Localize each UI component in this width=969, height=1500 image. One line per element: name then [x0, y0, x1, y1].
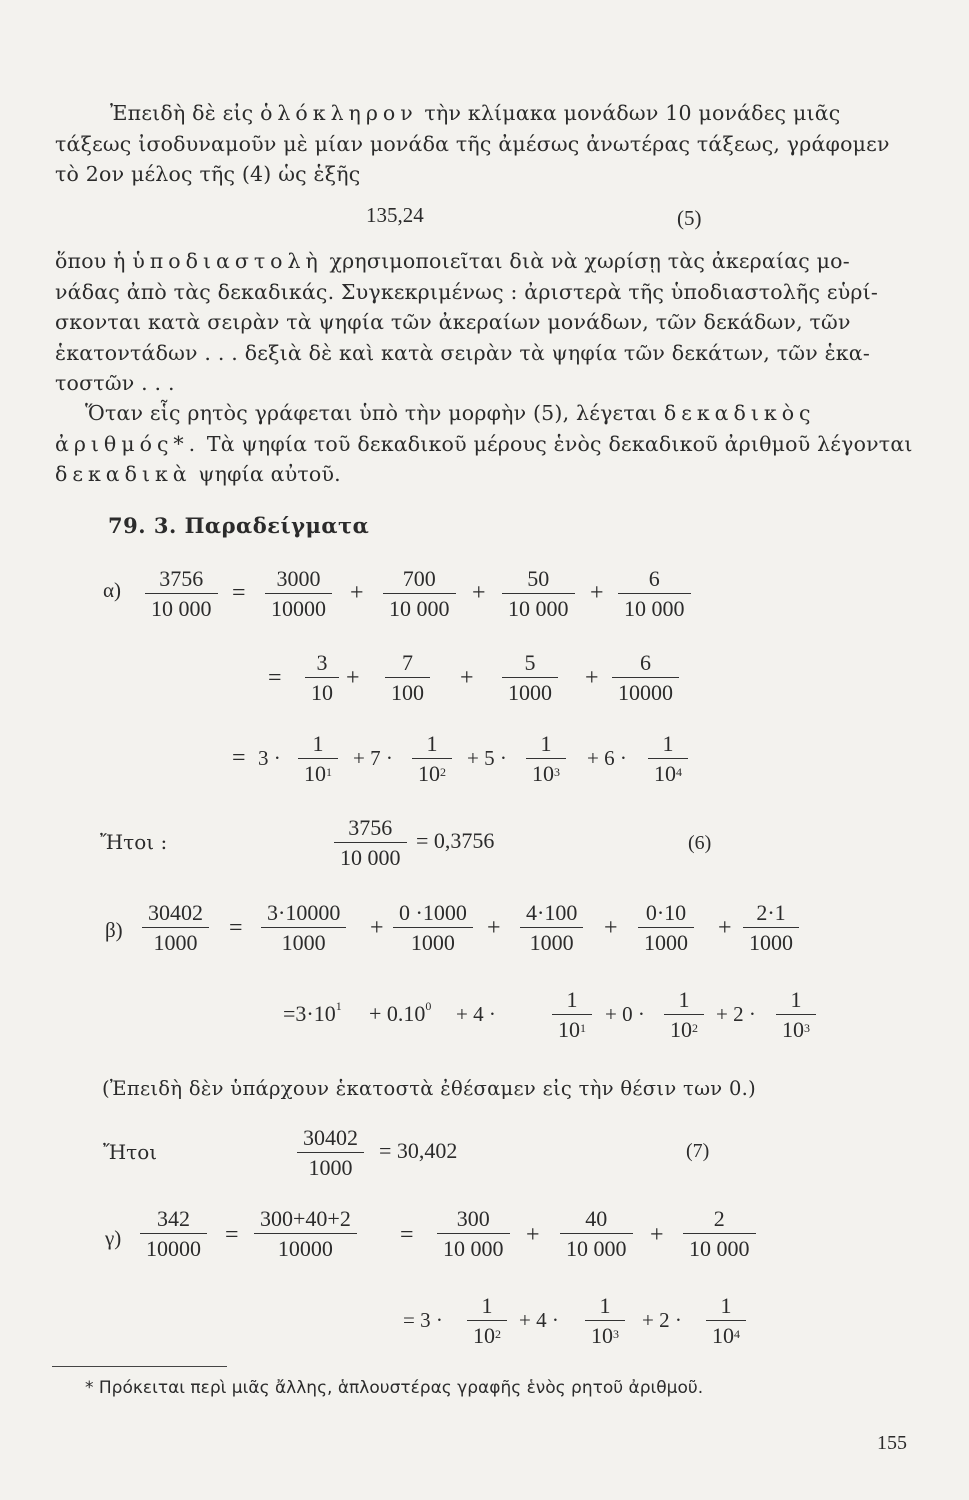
ex-b-r2-frac3: $\frac{1}{10^3}$ — [776, 987, 816, 1043]
ex-b-r1-frac5: $\frac{2\cdot 1}{1000}$ — [743, 900, 799, 956]
ex-b-r2-coef5: + 2 · — [716, 1002, 756, 1026]
ex-c-r1-eq1: = — [225, 1222, 239, 1248]
ex-c-r2-frac3: $\frac{1}{10^4}$ — [706, 1293, 746, 1349]
p3-spaced-term1: δεκαδικὸς — [663, 401, 816, 425]
ex-a-final-frac: $\frac{3756}{10 000}$ — [334, 815, 407, 871]
ex-b-r1-frac1: $\frac{3\cdot 10000}{1000}$ — [261, 900, 346, 956]
ex-a-r1-frac0: $\frac{3756}{10 000}$ — [145, 566, 218, 622]
ex-a-r2-frac3: $\frac{5}{1000}$ — [502, 650, 558, 706]
ex-c-r1-eq2: = — [400, 1222, 414, 1248]
ex-a-r3-frac2: $\frac{1}{10^2}$ — [412, 731, 452, 787]
ex-b-r1-eq: = — [229, 915, 243, 941]
p1-line2: τάξεως ἰσοδυναμοῦν μὲ μίαν μονάδα τῆς ἀμέσως ἀνωτέρας τάξεως, γράφομεν — [55, 131, 890, 156]
ex-b-r2-term2: + $0.10^0$ — [369, 999, 432, 1026]
ex-c-r1-frac4: $\frac{2}{10 000}$ — [683, 1206, 756, 1262]
ex-b-r1-plus4: + — [718, 915, 732, 941]
p1-line1a: Ἐπειδὴ δὲ εἰς — [110, 101, 254, 125]
p1-line1b: τὴν κλίμακα μονάδων 10 μονάδες μιᾶς — [424, 101, 841, 125]
paragraph-3 — [55, 398, 925, 490]
p1-line3: τὸ 2ον μέλος τῆς (4) ὡς ἑξῆς — [55, 162, 361, 186]
ex-a-r3-frac1: $\frac{1}{10^1}$ — [298, 731, 338, 787]
ex-b-final-frac: $\frac{30402}{1000}$ — [297, 1125, 364, 1181]
ex-c-r2-frac2: $\frac{1}{10^3}$ — [585, 1293, 625, 1349]
p2-line1a: ὅπου ἡ — [55, 249, 126, 273]
section-heading: 79. 3. Παραδείγματα — [108, 513, 370, 538]
ex-c-r1-frac1: $\frac{300+40+2}{10000}$ — [254, 1206, 357, 1262]
ex-a-r2-frac4: $\frac{6}{10000}$ — [612, 650, 679, 706]
ex-b-r2-coef3: + 4 · — [456, 1002, 496, 1026]
p3-line2b: Τὰ ψηφία τοῦ δεκαδικοῦ μέρους ἑνὸς δεκαδικοῦ ἀριθμοῦ λέγονται — [206, 431, 913, 456]
ex-c-r2-coef1: = 3 · — [403, 1308, 443, 1332]
ex-a-htoi: Ἤτοι : — [100, 830, 168, 854]
ex-c-label: γ) — [105, 1226, 122, 1250]
p3-spaced-term2: ἀριθμός*. — [55, 431, 201, 456]
ex-b-r2-lead: $=3\cdot 10^1$ — [283, 999, 342, 1026]
ex-b-label7: (7) — [686, 1140, 710, 1162]
eq5-label: (5) — [677, 206, 702, 230]
footnote: * Πρόκειται περὶ μιᾶς ἄλλης, ἁπλουστέρας γραφῆς ἑνὸς ρητοῦ ἀριθμοῦ. — [85, 1378, 704, 1398]
ex-c-r1-frac3: $\frac{40}{10 000}$ — [560, 1206, 633, 1262]
ex-c-r1-plus2: + — [650, 1222, 664, 1248]
ex-b-r1-plus3: + — [604, 915, 618, 941]
paragraph-2 — [55, 246, 925, 399]
ex-a-r3-coef1: 3 · — [258, 746, 281, 770]
ex-a-r3-frac3: $\frac{1}{10^3}$ — [526, 731, 566, 787]
p2-spaced-term: ὑποδιαστολὴ — [132, 249, 323, 273]
ex-c-r2-coef3: + 2 · — [642, 1308, 682, 1332]
p1-spaced-term: ὁλόκληρον — [260, 101, 418, 125]
ex-b-r2-coef4: + 0 · — [605, 1002, 645, 1026]
p3-line1a: Ὅταν εἷς ρητὸς γράφεται ὑπὸ τὴν μορφὴν (5), λέγεται — [85, 401, 658, 425]
ex-a-r1-frac1: $\frac{3000}{10000}$ — [265, 566, 332, 622]
eq5-value: 135,24 — [366, 203, 424, 227]
ex-c-r2-frac1: $\frac{1}{10^2}$ — [467, 1293, 507, 1349]
ex-b-r1-plus1: + — [370, 915, 384, 941]
ex-a-r2-plus3: + — [585, 665, 599, 691]
ex-a-r3-coef4: + 6 · — [587, 746, 627, 770]
footnote-rule — [52, 1366, 227, 1367]
ex-a-r3-coef3: + 5 · — [467, 746, 507, 770]
ex-a-r3-eq: = — [232, 745, 246, 771]
ex-b-note: (Ἐπειδὴ δὲν ὑπάρχουν ἑκατοστὰ ἐθέσαμεν εἰς τὴν θέσιν των 0.) — [102, 1077, 757, 1100]
ex-a-label6: (6) — [688, 832, 712, 854]
ex-b-r1-frac4: $\frac{0\cdot 10}{1000}$ — [638, 900, 694, 956]
ex-b-label: β) — [105, 918, 123, 942]
ex-a-r1-frac2: $\frac{700}{10 000}$ — [383, 566, 456, 622]
ex-c-r2-coef2: + 4 · — [519, 1308, 559, 1332]
ex-b-result: = 30,402 — [379, 1138, 458, 1163]
ex-a-r3-coef2: + 7 · — [353, 746, 393, 770]
ex-b-r1-frac2: $\frac{0 \cdot 1000}{1000}$ — [393, 900, 473, 956]
p2-line3: σκονται κατὰ σειρὰν τὰ ψηφία τῶν ἀκεραίων μονάδων, τῶν δεκάδων, τῶν — [55, 310, 851, 334]
ex-a-r1-plus2: + — [472, 580, 486, 606]
p2-line4: ἑκατοντάδων . . . δεξιὰ δὲ καὶ κατὰ σειρὰν τὰ ψηφία τῶν δεκάτων, τῶν ἑκα- — [55, 340, 870, 365]
ex-a-result: = 0,3756 — [416, 828, 495, 853]
p3-spaced-term3: δεκαδικὰ — [55, 462, 192, 486]
ex-b-r1-frac3: $\frac{4\cdot 100}{1000}$ — [520, 900, 583, 956]
ex-c-r1-frac0: $\frac{342}{10000}$ — [140, 1206, 207, 1262]
ex-a-r2-frac1: $\frac{3}{10}$ — [305, 650, 339, 706]
ex-a-r1-frac4: $\frac{6}{10 000}$ — [618, 566, 691, 622]
ex-a-r1-eq: = — [232, 580, 246, 606]
page-number: 155 — [877, 1432, 907, 1454]
p3-line3b: ψηφία αὐτοῦ. — [198, 462, 341, 486]
ex-b-htoi: Ἤτοι — [103, 1140, 158, 1164]
ex-c-r1-plus1: + — [526, 1222, 540, 1248]
ex-a-r2-frac2: $\frac{7}{100}$ — [385, 650, 430, 706]
ex-b-r1-plus2: + — [487, 915, 501, 941]
ex-c-r1-frac2: $\frac{300}{10 000}$ — [437, 1206, 510, 1262]
ex-a-r2-plus1: + — [346, 665, 360, 691]
paragraph-1 — [55, 98, 925, 190]
ex-a-r1-plus3: + — [590, 580, 604, 606]
p2-line5: τοστῶν . . . — [55, 371, 175, 395]
ex-b-r2-frac1: $\frac{1}{10^1}$ — [552, 987, 592, 1043]
p2-line1b: χρησιμοποιεῖται διὰ νὰ χωρίσῃ τὰς ἀκεραίας μο- — [329, 249, 850, 273]
ex-a-r2-plus2: + — [460, 665, 474, 691]
ex-b-r1-frac0: $\frac{30402}{1000}$ — [142, 900, 209, 956]
ex-a-r1-plus1: + — [350, 580, 364, 606]
ex-a-r1-frac3: $\frac{50}{10 000}$ — [502, 566, 575, 622]
ex-a-r2-eq: = — [268, 665, 282, 691]
ex-a-label: α) — [103, 578, 121, 602]
ex-a-r3-frac4: $\frac{1}{10^4}$ — [648, 731, 688, 787]
ex-b-r2-frac2: $\frac{1}{10^2}$ — [664, 987, 704, 1043]
p2-line2: νάδας ἀπὸ τὰς δεκαδικάς. Συγκεκριμένως : ἀριστερὰ τῆς ὑποδιαστολῆς εὑρί- — [55, 279, 878, 304]
